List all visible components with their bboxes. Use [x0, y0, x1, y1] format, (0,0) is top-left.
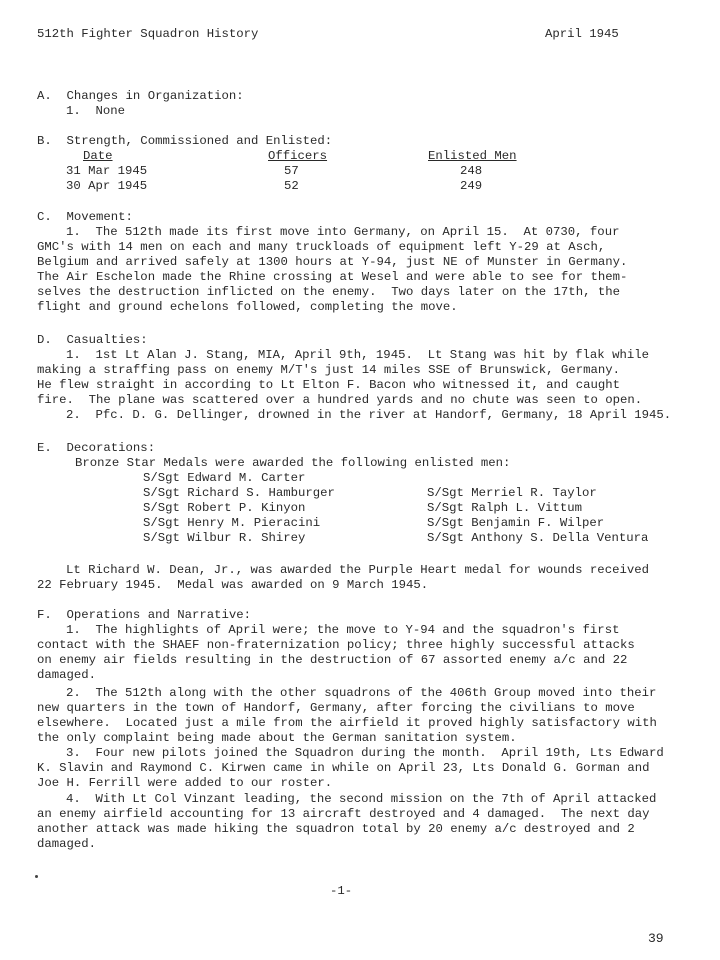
paragraph-line: Belgium and arrived safely at 1300 hours at Y-94, just NE of Munster in Germany.	[37, 255, 628, 269]
recipient-name: S/Sgt Ralph L. Vittum	[427, 501, 582, 515]
section-a-item: 1. None	[66, 104, 126, 118]
paragraph-line: 1. 1st Lt Alan J. Stang, MIA, April 9th, 1945. Lt Stang was hit by flak while	[66, 348, 649, 362]
section-e-heading: E. Decorations:	[37, 441, 156, 455]
strength-row-officers: 52	[284, 179, 299, 193]
paragraph-line: 3. Four new pilots joined the Squadron during the month. April 19th, Lts Edward	[66, 746, 664, 760]
paragraph-line: 2. The 512th along with the other squadrons of the 406th Group moved into their	[66, 686, 657, 700]
page-number: -1-	[330, 884, 353, 898]
section-a-heading: A. Changes in Organization:	[37, 89, 244, 103]
recipient-name: S/Sgt Robert P. Kinyon	[143, 501, 306, 515]
col-header-officers: Officers	[268, 149, 328, 163]
paragraph-line: 1. The 512th made its first move into Germany, on April 15. At 0730, four	[66, 225, 620, 239]
paragraph-line: another attack was made hiking the squadron total by 20 enemy a/c destroyed and 2	[37, 822, 635, 836]
paragraph-line: on enemy air fields resulting in the destruction of 67 assorted enemy a/c and 22	[37, 653, 628, 667]
paragraph-line: contact with the SHAEF non-fraternization policy; three highly successful attacks	[37, 638, 635, 652]
paragraph-line: K. Slavin and Raymond C. Kirwen came in while on April 23, Lts Donald G. Gorman and	[37, 761, 650, 775]
recipient-name: S/Sgt Anthony S. Della Ventura	[427, 531, 649, 545]
paragraph-line: fire. The plane was scattered over a hundred yards and no chute was seen to open.	[37, 393, 643, 407]
paragraph-line: He flew straight in according to Lt Elton F. Bacon who witnessed it, and caught	[37, 378, 620, 392]
paragraph-line: 2. Pfc. D. G. Dellinger, drowned in the river at Handorf, Germany, 18 April 1945.	[66, 408, 672, 422]
recipient-name: S/Sgt Richard S. Hamburger	[143, 486, 335, 500]
strength-row-date: 30 Apr 1945	[66, 179, 148, 193]
paragraph-line: selves the destruction inflicted on the enemy. Two days later on the 17th, the	[37, 285, 620, 299]
paragraph-line: new quarters in the town of Handorf, Germany, after forcing the civilians to move	[37, 701, 635, 715]
strength-row-officers: 57	[284, 164, 299, 178]
paragraph-line: The Air Eschelon made the Rhine crossing at Wesel and were able to see for them-	[37, 270, 628, 284]
col-header-enlisted: Enlisted Men	[428, 149, 517, 163]
paragraph-line: Joe H. Ferrill were added to our roster.	[37, 776, 333, 790]
paragraph-line: damaged.	[37, 837, 97, 851]
paragraph-line: an enemy airfield accounting for 13 aircraft destroyed and 4 damaged. The next day	[37, 807, 650, 821]
recipient-name: S/Sgt Merriel R. Taylor	[427, 486, 597, 500]
recipient-name: S/Sgt Henry M. Pieracini	[143, 516, 321, 530]
strength-row-date: 31 Mar 1945	[66, 164, 148, 178]
decorations-intro: Bronze Star Medals were awarded the following enlisted men:	[75, 456, 511, 470]
paragraph-line: 4. With Lt Col Vinzant leading, the second mission on the 7th of April attacked	[66, 792, 657, 806]
stray-mark	[35, 875, 38, 878]
paragraph-line: making a straffing pass on enemy M/T's just 14 miles SSE of Brunswick, Germany.	[37, 363, 620, 377]
paragraph-line: Lt Richard W. Dean, Jr., was awarded the Purple Heart medal for wounds received	[66, 563, 649, 577]
document-title: 512th Fighter Squadron History	[37, 27, 259, 41]
recipient-name: S/Sgt Edward M. Carter	[143, 471, 306, 485]
recipient-name: S/Sgt Benjamin F. Wilper	[427, 516, 605, 530]
section-b-heading: B. Strength, Commissioned and Enlisted:	[37, 134, 333, 148]
recipient-name: S/Sgt Wilbur R. Shirey	[143, 531, 306, 545]
paragraph-line: the only complaint being made about the German sanitation system.	[37, 731, 517, 745]
section-c-heading: C. Movement:	[37, 210, 133, 224]
sheet-number: 39	[648, 931, 664, 946]
paragraph-line: 1. The highlights of April were; the move to Y-94 and the squadron's first	[66, 623, 620, 637]
strength-row-enlisted: 249	[460, 179, 483, 193]
paragraph-line: elsewhere. Located just a mile from the airfield it proved highly satisfactory with	[37, 716, 657, 730]
strength-row-enlisted: 248	[460, 164, 483, 178]
paragraph-line: flight and ground echelons followed, completing the move.	[37, 300, 458, 314]
col-header-date: Date	[83, 149, 113, 163]
section-d-heading: D. Casualties:	[37, 333, 148, 347]
section-f-heading: F. Operations and Narrative:	[37, 608, 252, 622]
document-date: April 1945	[545, 27, 619, 41]
paragraph-line: damaged.	[37, 668, 97, 682]
paragraph-line: GMC's with 14 men on each and many truckloads of equipment left Y-29 at Asch,	[37, 240, 606, 254]
paragraph-line: 22 February 1945. Medal was awarded on 9 March 1945.	[37, 578, 429, 592]
